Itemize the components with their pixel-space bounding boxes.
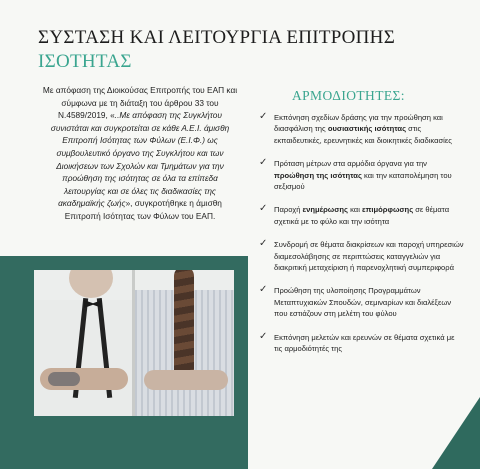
item-text: Εκπόνηση μελετών και ερευνών σε θέματα σχετικά με τις αρμοδιότητές της <box>274 332 455 354</box>
illustration-photo <box>34 270 234 416</box>
intro-paragraph <box>42 84 238 223</box>
item-text: σε θέματα σχετικά με το φύλο και την ισότητα <box>274 205 450 226</box>
item-text: Εκπόνηση σχεδίων δράσης για την προώθηση και διασφάλιση της <box>274 113 443 134</box>
item-emphasis: ουσιαστικής ισότητας <box>327 124 407 134</box>
item-text: Πρόταση μέτρων στα αρμόδια όργανα για την <box>274 159 427 169</box>
item-emphasis: προώθηση της ισότητας <box>274 170 362 180</box>
check-icon: ✓ <box>259 238 268 250</box>
item-text: Παροχή <box>274 205 303 215</box>
photo-left-head <box>69 270 113 298</box>
intro-quote: ..Με απόφαση της Συγκλήτου συνιστάται και συγκροτείται σε κάθε Α.Ε.Ι. άμισθη Επιτροπή Ισότητας των Φύλων (Ε.Ι.Φ.) ως συμβουλευτικό όργανο της Συγκλήτου και των Διοικήσεων των Σχολών και Τμημάτων για την προώθηση της ισότητας σε όλα τα επίπεδα λειτουργίας και σε όλες τις διαδικασίες της ακαδημαϊκής ζωής <box>50 110 230 209</box>
list-item <box>256 285 464 319</box>
item-emphasis: επιμόρφωσης <box>362 205 414 215</box>
list-item <box>256 204 464 227</box>
list-item <box>256 112 464 146</box>
list-item <box>256 239 464 273</box>
item-text: και την καταπολέμηση του σεξισμού <box>274 170 452 192</box>
check-icon: ✓ <box>259 330 268 342</box>
check-icon: ✓ <box>259 111 268 122</box>
decorative-corner <box>432 397 480 469</box>
check-icon: ✓ <box>259 157 268 169</box>
intro-text-end: », συγκροτήθηκε η άμισθη Επιτροπή Ισότητας των Φύλων του ΕΑΠ. <box>64 198 222 221</box>
photo-right-arms <box>144 370 228 390</box>
list-item <box>256 332 464 355</box>
responsibilities-list <box>256 112 464 367</box>
item-text: Προώθηση της υλοποίησης Προγραμμάτων Μεταπτυχιακών Σπουδών, σεμιναρίων και διαλέξεων που εστιάζουν στη μελέτη του φύλου <box>274 286 452 319</box>
item-text: στις εκπαιδευτικές, ερευνητικές και διοικητικές διαδικασίες <box>274 124 452 145</box>
photo-tattoo <box>48 372 80 386</box>
intro-text-start: Με απόφαση της Διοικούσας Επιτροπής του ΕΑΠ και σύμφωνα με τη διάταξη του άρθρου 33 του Ν.4589/2019, « <box>42 85 238 121</box>
check-icon: ✓ <box>259 203 268 215</box>
photo-braid <box>174 270 194 386</box>
responsibilities-heading: ΑΡΜΟΔΙΟΤΗΤΕΣ: <box>292 88 405 103</box>
check-icon: ✓ <box>259 284 268 296</box>
list-item <box>256 158 464 192</box>
page-title <box>38 26 395 74</box>
item-text: Συνδρομή σε θέματα διακρίσεων και παροχή υπηρεσιών διαμεσολάβησης σε περιπτώσεις καταγγελιών για διακριτική μεταχείριση ή παρενοχλητική συμπεριφορά <box>274 240 464 273</box>
title-line-1: ΣΥΣΤΑΣΗ ΚΑΙ ΛΕΙΤΟΥΡΓΙΑ ΕΠΙΤΡΟΠΗΣ <box>38 27 396 48</box>
item-emphasis: ενημέρωσης <box>302 205 348 215</box>
item-text: και <box>347 205 362 215</box>
title-line-2: ΙΣΟΤΗΤΑΣ <box>38 51 132 72</box>
